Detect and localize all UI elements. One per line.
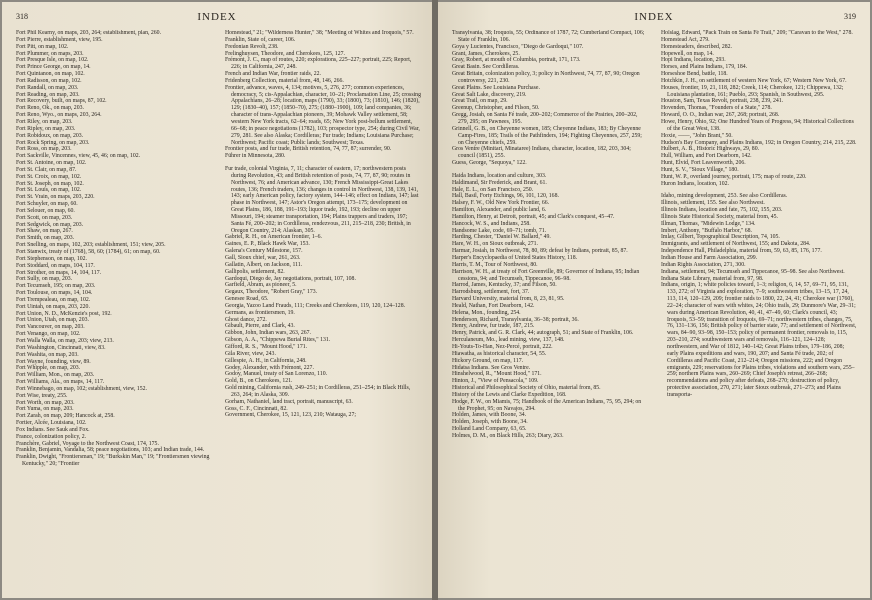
index-entry: Fort Rock Spring, on map, 203. [16,139,90,146]
index-entry: Harper's Encyclopaedia of United States History, 118. [452,255,578,261]
index-entry: Fort Randall, on map, 203. [16,84,79,91]
index-entry: Frontier, advance, waves, 4, 134; motives, 5, 276, 277; common experiences, democracy, 5; cis-Appalachian, character, 10–21; Proclamation Line, 25; crossing Appalachians, 26–28; location, maps (1790), 33; (1800), 73; (1810), 146; (1820), 129; (1830–40), 157; (1850–70), 275; (1880–1900), 109; land companies, 36; character of trans-Appalachian pioneers, 39; Mohawk Valley settlement, 58; western New York tracts, 62–64; roads, 65; New York post-bellum settlement, 66–68; in peace negotiations (1782), 103; prospector type, 254; during Civil War, 279, 281. See also Alaska; Cordilleras; Fur trade; Indians; Louisiana Purchase; Northwest; Pacific coast; Public lands; Southwest; Texas. [225,84,421,146]
left-column-2 [225,30,421,592]
index-entry: Indians, origin, 1; white policies toward, 1–3; religion, 6, 14, 57, 69–71, 95, 131, 133, 272; of Virginia and exploration, 7–9; southwestern tribes, 13–15, 17, 24, 113, 114, 120–129, 209; frontier raids to 1800, 22, 24, 41; Cherokee war (1760), 22–24; character of wars with whites, 24; Ohio trails, 29; Dunmore's War, 29–31; wars during American Revolution, 40, 41, 47–49, 60; Clark's council, 43; Iroquois, 53–59; transition of Iroquois, 69–71; northwestern tribes, changes, 75, 76, 131–136, 156; British policy of barrier state, 77; and settlement of Northwest, wars, 84–90, 93–98, 150–153; policy of permanent frontier, removals to, 115, 203–210, 274; southwestern wars and removals, 116–121, 124–128; northwestern, and War of 1812, 140–142; Great Plains tribes, 179–186, 208; early Plains expeditions and wars, 190, 207; and Santa Fé trade, 202; of Cordilleras and Pacific Coast, 212–214; Oregon missions, 222; and Oregon emigrants, 229; reservations for Plains tribes, violations and southern wars, 255–259; northern Plains wars, 260–269; Chief Joseph's retreat, 266–268; recommendations and policy after defeats, 268–270; destruction of policy, protective association, 270, 271; later Sioux outbreak, 271–273; and Plains transporta- [661,282,857,398]
index-entry: Harris, T. M., Tour of Northwest, 80. [452,261,538,268]
index-entry: Harrison, W. H., at treaty of Fort Greenville, 89; Governor of Indiana, 95; Indian cessions, 94; and Tecumseh, Tippecanoe, 96–98. [452,268,640,282]
index-entry: Gibson, A. A., "Chippewa Burial Rites," 131. [225,337,331,344]
index-entry: History of the Lewis and Clarke Expedition, 168. [452,391,567,398]
index-entry: Fort Winnebago, on map, 102; establishment, view, 152. [16,385,147,392]
index-entry: Hickory Ground, on map, 117. [452,357,524,364]
index-entry: Georgia, Yazoo Land Frauds, 111; Creeks and Cherokees, 119, 120, 124–128. [225,302,406,309]
index-entry: Fort Worth, on map, 203. [16,399,75,406]
index-entry: Fort Strother, on maps, 14, 104, 117. [16,269,102,276]
index-entry: Hamilton, Henry, at Detroit, portrait, 45; and Clark's conquest, 45–47. [452,213,615,220]
index-entry: Fort Snelling, on maps, 102, 203; establishment, 151; view, 205. [16,242,166,249]
index-entry: Fort Radisson, on map, 102. [16,77,82,84]
index-entry: Harmar, Josiah, in Northwest, 78, 80, 89; defeat by Indians, portrait, 85, 87. [452,248,628,255]
index-entry: Independence Hall, Philadelphia, material from, 59, 63, 85, 176, 177. [661,248,822,255]
index-entry: Gifford, R. S., "Mount Hood," 171. [225,343,308,350]
index-entry: Genesee Road, 65. [225,296,269,303]
index-entry: Fort Williams, Ala., on maps, 14, 117. [16,379,105,386]
index-entry: Holslag, Edward, "Pack Train on Santa Fé Trail," 209; "Caravan to the West," 278. [661,30,853,36]
index-entry: Fort Recovery, built, on maps, 87, 102. [16,98,107,105]
index-entry: Great Salt Lake, discovery, 219. [452,91,527,98]
index-entry: Hiawatha, as historical character, 54, 55. [452,350,547,357]
index-entry: Gray, Robert, at mouth of Columbia, portrait, 171, 173. [452,57,581,64]
left-page-number: 318 [16,12,28,21]
index-entry: Gillespie, A. H., in California, 248. [225,357,307,364]
index-entry: Holland Land Company, 63, 65. [452,426,527,433]
index-entry: Gall, Sioux chief, war, 261, 263. [225,255,301,261]
index-entry: Indian House and Farm Association, 299. [661,255,758,261]
index-entry: Hi-Youts-To-Han, Nez-Percé, portrait, 222. [452,343,553,350]
index-entry: Hancock, W. S., and Indians, 258. [452,220,531,227]
index-entry: Goss, C. F., Cincinnati, 82. [225,405,288,412]
left-page-header [16,11,418,25]
index-entry: Great Trail, on map, 29. [452,98,508,105]
index-entry: Horseshoe Bend, battle, 118. [661,71,728,78]
index-entry: Fort Presque Isle, on map, 102. [16,57,89,64]
index-entry: Hare, W. H., on Sioux outbreak, 271. [452,241,538,248]
index-entry: Gibbon, John, Indian wars, 263, 267. [225,330,311,337]
index-entry: Fort Stephenson, on map, 102. [16,255,88,262]
index-entry: Fort St. Croix, on map, 102. [16,173,82,180]
index-entry: Fort Ripley, on map, 203. [16,125,76,132]
index-entry: Imlay, Gilbert, Topographical Description, 74, 105. [661,234,780,241]
index-entry: Fox Indians. See Sauk and Fox. [16,426,90,433]
index-entry: Franklin, State of, career, 106. [225,36,296,43]
index-entry: Gregg, Josiah, on Santa Fé trade, 200–202; Commerce of the Prairies, 200–202, 279, 295; on Pawnees, 195. [452,112,638,125]
index-entry: Fort Reno, Wyo., on maps, 203, 264. [16,112,102,119]
index-entry: Howe, Henry, Ohio, 92; One Hundred Years of Progress, 94; Historical Collections of the Great West, 138. [661,118,854,132]
index-entry: Fort William, Mon., on map, 203. [16,372,95,379]
index-entry: Fort Stoddard, on maps, 104, 117. [16,262,95,269]
index-entry: Holden, James, with Boone, 34. [452,412,527,419]
index-entry: Godey, Alexander, with Frémont, 227. [225,364,314,371]
index-entry: Hudson's Bay Company, and Plains Indians, 192; in Oregon Country, 214, 215, 228. [661,139,857,146]
index-entry: Harding, Chester, "Daniel W. Ballard," 49. [452,234,551,241]
index-entry: Fort Sully, on map, 203. [16,276,73,283]
index-entry: French and Indian War, frontier raids, 22. [225,71,321,78]
index-entry: Franklin, Benjamin, Vandalia, 58; peace negotiations, 103; and Indian trade, 144. [16,447,205,454]
index-entry: Hopi Indians, location, 293. [661,57,726,64]
index-entry: Hoxie, ——, "John Brant," 50. [661,132,733,139]
left-page [2,2,432,598]
right-column-1 [452,30,648,592]
right-page-header [452,11,856,25]
index-entry: Franchère, Gabriel, Voyage to the Northwest Coast, 174, 175. [16,440,159,447]
index-entry: Garfield, Abram, as pioneer, 5. [225,282,297,289]
index-entry: Grant, James, Cherokees, 25. [452,50,520,57]
index-entry: Government, Cherokee, 15, 121, 123, 210; Watauga, 27; [225,412,356,419]
index-entry: Fort Wise, treaty, 255. [16,392,68,399]
index-entry: Fort Uintah, on maps, 203, 220. [16,303,90,310]
index-entry: Hulbert, A. B., Historic Highways, 29, 80. [661,146,760,153]
index-entry: Henry, Patrick, and G. R. Clark, 44; autograph, 51; and State of Franklin, 106. [452,330,634,337]
index-entry: Gardoqui, Diego de, Jay negotiations, portrait, 107, 108. [225,275,356,282]
index-entry: Haida Indians, location and culture, 303. [452,172,547,179]
index-entry: Hull, William, and Fort Dearborn, 142. [661,153,752,160]
index-entry: Harrod, James, Kentucky, 37; and Filson, 50. [452,282,557,289]
index-entry: Fridenberg Collection, material from, 48, 146, 266. [225,77,344,84]
index-entry: Fort Reno, Ok., on map, 203. [16,105,84,112]
index-entry: Imbert, Anthony, "Buffalo Harbor," 68. [661,227,752,234]
index-entry: Indiana, settlement, 94; Tecumseh and Tippecanoe, 95–98. See also Northwest. [661,268,845,275]
index-entry: Idaho, mining development, 253. See also Cordilleras. [661,193,788,200]
right-page [438,2,870,598]
index-entry: Gold mining, California rush, 249–251; in Cordilleras, 251–254; in Black Hills, 263, 264; in Alaska, 309. [225,385,411,398]
index-entry: Fort Tecumseh, 195; on map, 203. [16,283,96,290]
index-entry: Fort Whipple, on map, 203. [16,365,81,372]
index-entry: Fort Riley, on map, 203. [16,118,73,125]
index-entry: Fort Pitt, on map, 102. [16,43,69,50]
index-entry: Godoy, Manuel, treaty of San Lorenzo, 110. [225,371,328,378]
index-entry: Fort Pierre, establishment, view, 195. [16,36,103,43]
index-entry: Illman, Thomas, "Midewin Lodge," 134. [661,220,756,227]
index-entry: Gibault, Pierre, and Clark, 43. [225,323,295,330]
index-entry: Gila River, view, 243. [225,350,276,357]
index-entry: Hale, E. L., on San Francisco, 250. [452,186,534,193]
index-entry: Fort St. Louis, on map, 102. [16,187,82,194]
index-entry: Historical and Philosophical Society of Ohio, material from, 85. [452,385,601,392]
index-entry: Fort Robidoux, on map, 203. [16,132,84,139]
index-entry: Hall, Basil, Forty Etchings, 96, 101, 120, 168. [452,193,559,200]
index-entry: Fredonian Revolt, 238. [225,43,279,50]
index-entry: Homestead Act, 279. [661,36,710,43]
index-entry: Fort St. Antoine, on map, 102. [16,160,87,167]
index-entry: Fort Sedgwick, on map, 203. [16,221,84,228]
index-entry: Hinshelwood, R., "Mount Hood," 171. [452,371,542,378]
index-entry: Fort St. Clair, on map, 87. [16,166,77,173]
index-entry: Hovenden, Thomas, "Founders of a State," 278. [661,105,772,112]
index-entry: Houses, frontier, 19, 21, 118, 282; Creek, 114; Cherokee, 121; Chippewa, 132; Louisiana plantation, 161; Pueblo, 293; Spanish, in Southwest, 295. [661,84,844,98]
index-entry: Ghost dance, 272. [225,316,267,323]
index-entry: Fort Plummer, on maps, 203. [16,50,84,57]
right-column-2 [661,30,857,592]
index-entry: Hunt, Elvid, Fort Leavenworth, 206. [661,160,746,167]
index-entry: Fort Shaw, on map, 267. [16,228,73,235]
index-entry: Homesteaders, described, 282. [661,43,732,50]
index-entry: Haldimand, Sir Frederick, and Brant, 61. [452,179,547,186]
index-entry: Hunt, W. P., overland journey, portrait, 175; map of route, 220. [661,173,807,180]
index-entry: Great Britain, colonization policy, 3; policy in Northwest, 74, 77, 87, 90; Oregon controversy, 221, 230. [452,71,640,84]
left-column-1 [16,30,212,592]
index-entry: Frontier posts, and fur trade, British retention, 74, 77, 87; surrender, 90. [225,146,392,153]
index-entry: Heald, Nathan, Fort Dearborn, 142. [452,302,535,309]
index-entry: Gegaux, Theodore, "Robert Gray," 173. [225,289,318,296]
index-entry: Frelinghuysen, Theodore, and Cherokees, 125, 127. [225,50,345,57]
index-entry: Gorham, Nathaniel, land tract, portrait, manuscript, 63. [225,398,353,405]
index-entry: Fort Trempealeau, on map, 102. [16,296,91,303]
index-entry: Henderson, Richard, Transylvania, 36–38; portrait, 36. [452,316,579,323]
index-entry: Immigrants, and settlement of Northwest, 155; and Dakota, 284. [661,241,811,248]
index-entry: Fort Yuma, on map, 203. [16,406,74,413]
index-entry: Fur trade, colonial Virginia, 7, 11; character of eastern, 17; northwestern posts during Revolution, 43; and British retention of posts, 74, 77, 87, 90; routes in Northwest, 76; and American advance, 130; French Mississippi-Great Lakes routes, 136; French traders, 136; changes in control in Northwest, 138, 139, 141, 143; early American policy, factory system, 144–146; effect on Indians, 147; last phase in Northwest, 147; Astor's Oregon attempt, 173–175; development on Great Plains, 186, 188, 191–193; liquor trade, 192, 193; decline on upper Missouri, 194; steamer transportation, 194; Plains trappers and traders, 197; Santa Fé, 200–202; in Cordilleras, rendezvous, 211, 215–218, 230; British, in Oregon Country, 214; Alaskan, 305. [225,166,419,234]
index-entry: Illinois Indians, location and fate, 75, 102, 155, 203. [661,207,783,214]
index-entry: Fort Toulouse, on maps, 14, 104. [16,290,93,297]
index-entry: Fort Venango, on map, 102. [16,331,81,338]
index-entry: Fort Washita, on map, 203. [16,351,79,358]
index-entry: Holden, Joseph, with Boone, 34. [452,419,528,426]
index-entry: Hunt, S. V., "Sioux Village," 180. [661,166,739,173]
index-entry: Hopewell, on map, 14. [661,50,714,57]
index-entry: Gallipolis, settlement, 82. [225,268,285,275]
index-entry: Fort Stanwix, treaty of (1768), 58, 60; (1784), 61; on map, 60. [16,249,161,255]
index-entry: Hamilton, Alexander, and public land, 6. [452,207,547,214]
index-entry: Fort Washington, Cincinnati, view, 83. [16,344,106,351]
index-entry: Gros Ventre (Minitari, Minataree) Indians, character, location, 182, 203, 304; council (1851), 255. [452,146,631,160]
index-entry: Gaines, E. P., Black Hawk War, 153. [225,241,310,248]
index-entry: Fort Schuyler, on map, 60. [16,201,78,208]
index-entry: Gabriel, R. H., on American frontier, 1–6. [225,234,323,241]
index-entry: Herculaneum, Mo., lead mining, view, 137, 148. [452,337,565,344]
index-entry: Illinois State Historical Society, material from, 45. [661,213,778,220]
index-entry: Fort Prince George, on map, 14. [16,64,91,71]
right-running-head: INDEX [634,11,674,23]
index-entry: Fort Vancouver, on map, 203. [16,324,85,331]
index-entry: Germans, as frontiersmen, 19. [225,309,295,316]
index-entry: Holmes, D. M., on Black Hills, 263; Diary, 263. [452,432,564,439]
index-entry: Fort Sackville, Vincennes, view, 45, 46; on map, 102. [16,153,141,160]
index-entry: France, colonization policy, 2. [16,433,87,440]
index-entry: Illinois, settlement, 155. See also Northwest. [661,200,765,207]
index-entry: Hodge, F. W., on Miamis, 75; Handbook of the American Indians, 75, 95, 294; on the Prophet, 95; on Navajos, 294. [452,398,642,412]
index-entry: Greenup, Christopher, and Filson, 50. [452,105,540,112]
index-entry: Hotchkin, J. H., on settlement of western New York, 67; Western New York, 67. [661,77,847,84]
index-entry: Fort Union, Utah, on map, 203. [16,317,89,324]
index-entry: Harrodsburg, settlement, fort, 37. [452,289,530,296]
index-entry: Guess, George, "Sequoya," 122. [452,160,527,167]
index-entry: Gallatin, Albert, on Jackson, 111. [225,261,303,268]
index-entry: Hidatsa Indians. See Gros Ventre. [452,364,531,371]
index-entry: Fort Walla Walla, on map, 203; view, 213. [16,337,114,344]
index-entry: Huron Indians, location, 102. [661,180,729,187]
index-entry: Grinnell, G. B., on Cheyenne women, 185; Cheyenne Indians, 183; By Cheyenne Camp-Fires, 185; Trails of the Pathfinders, 194; Fighting Cheyennes, 257, 259; on Cheyenne chiefs, 259. [452,125,642,146]
index-entry: Helena, Mon., founding, 254. [452,309,521,316]
index-entry: Fort Reading, on map, 203. [16,91,80,98]
index-entry: Fort Ross, on map, 203. [16,146,72,153]
index-entry: Frémont, J. C., map of routes, 220; explorations, 225–227; portrait, 225; Report, 226; in California, 247, 248. [225,57,412,71]
index-entry: Führer in Minnesota, 280. [225,153,286,160]
index-entry: Fort Smith, on map, 203. [16,235,75,242]
right-page-number: 319 [844,12,856,21]
index-entry: Halsey, F. W., Old New York Frontier, 66. [452,200,550,207]
index-entry: Fort St. Joseph, on map, 102. [16,180,84,187]
index-entry: Fortier, Alcée, Louisiana, 102. [16,420,87,427]
index-entry: Great Plains. See Louisiana Purchase. [452,84,540,91]
index-entry: Fort Selouer, on map, 60. [16,207,75,214]
index-entry: Horses, and Plains Indians, 179, 184. [661,64,748,71]
left-running-head: INDEX [197,11,237,23]
index-entry: Fort Zarah, on map, 209; Hancock at, 258. [16,413,115,420]
index-entry: Houston, Sam, Texas Revolt, portrait, 238, 239, 241. [661,98,784,105]
index-entry: Goya y Lucientes, Francisco, "Diego de Gardoqui," 107. [452,43,584,50]
index-entry: Transylvania, 38; Iroquois, 55; Ordinance of 1787, 72; Cumberland Compact, 106; State of Franklin, 106. [452,30,645,43]
index-entry: Great Basin. See Cordilleras. [452,64,520,71]
index-entry: Henry, Andrew, fur trade, 187, 215. [452,323,535,330]
index-entry: Hinton, J., "View of Pensacola," 109. [452,378,539,385]
index-entry: Fort Wayne, founding, view, 89. [16,358,91,365]
index-entry: Howard, O. O., Indian war, 267, 268; portrait, 268. [661,112,780,119]
index-entry: Fort Scott, on map, 203. [16,214,73,221]
index-entry: Franklin, Dwight, "Frontiersman," 19; "Burkskin Man," 19; "Frontiersmen viewing Kentucky," 20; "Frontier [16,454,210,468]
index-entry: Fort Union, N. D., McKenzie's post, 192. [16,310,112,317]
index-entry: Harvard University, material from, 8, 23, 81, 95. [452,296,565,303]
index-entry: Indiana State Library, material from, 97, 98. [661,275,764,282]
index-entry: Fort Phil Kearny, on maps, 203, 264; establishment, plan, 260. [16,30,162,36]
index-entry: Indian Rights Association, 271, 300. [661,261,746,268]
index-entry: Galena's Century Milestone, 157. [225,248,303,255]
index-entry: Handsome Lake, code, 69–71; tomb, 71. [452,227,547,234]
index-entry: Homestead," 21; "Wilderness Hunter," 38; "Meeting of Whites and Iroquois," 57. [225,30,414,36]
index-entry: Fort St. Vrain, on maps, 203, 220. [16,194,95,201]
index-entry: Gold, B., on Cherokees, 121. [225,378,293,385]
index-entry: Fort Quintanon, on map, 102. [16,71,85,78]
